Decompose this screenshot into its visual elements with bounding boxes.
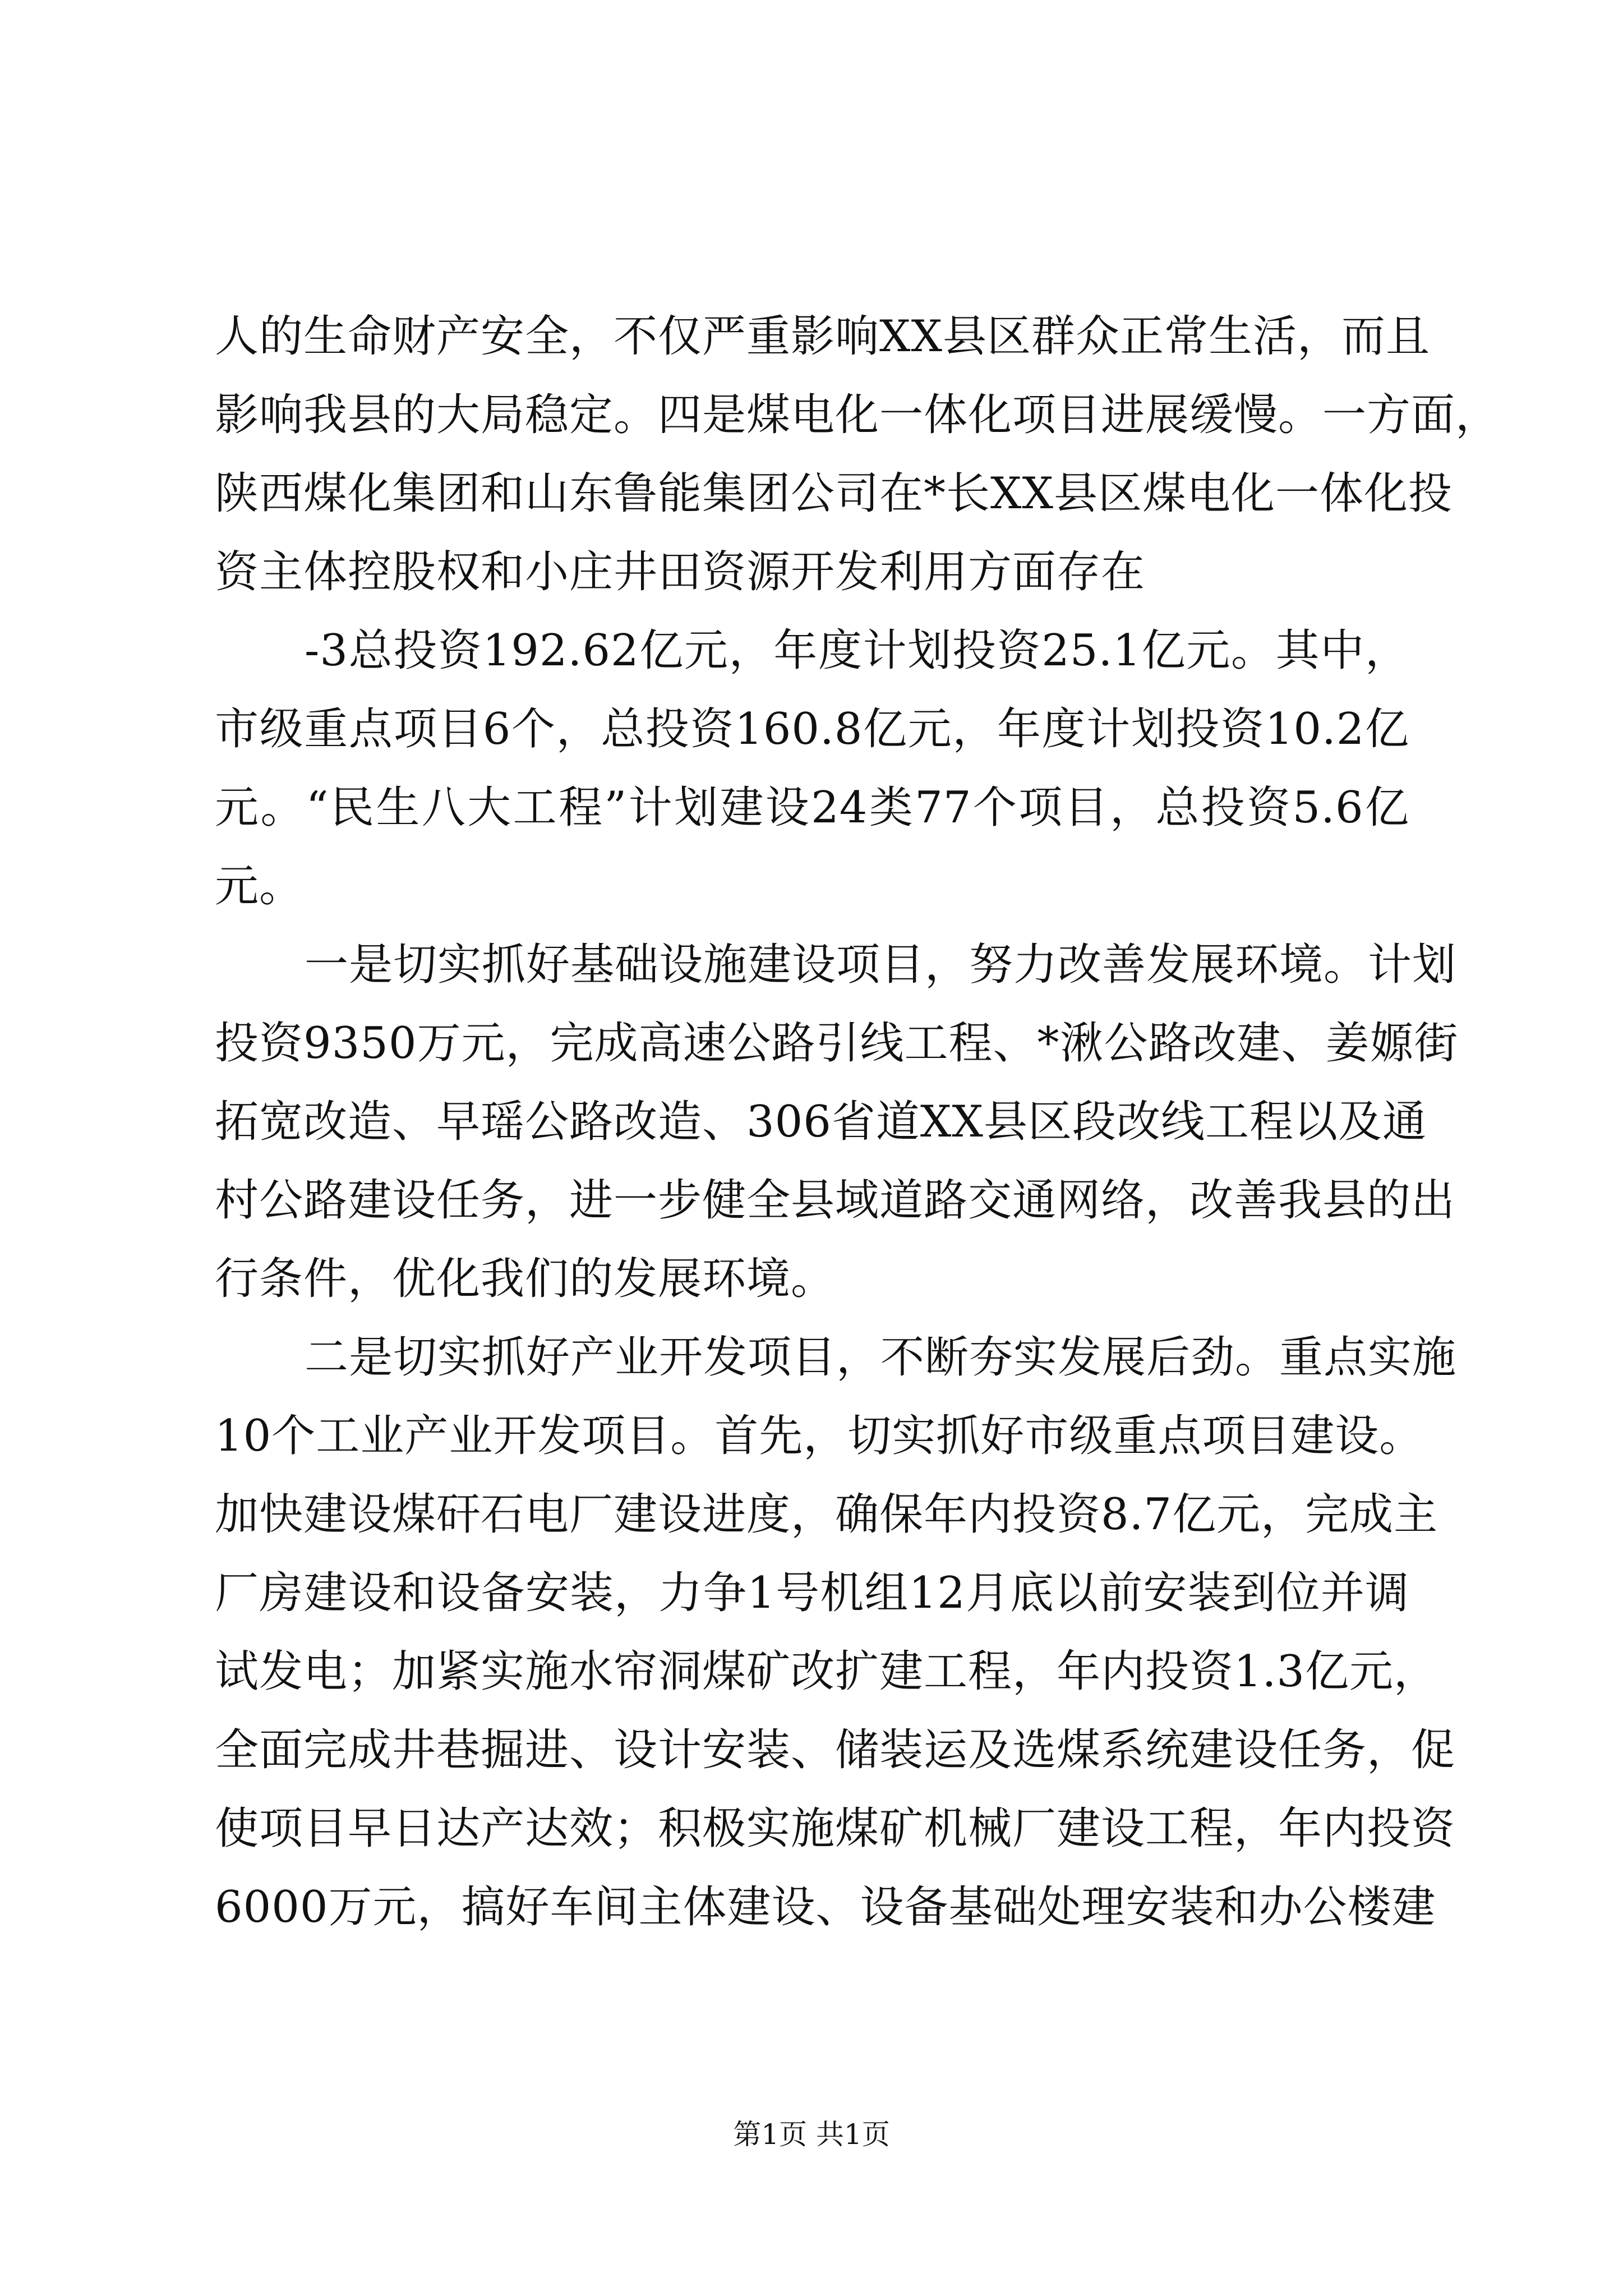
text-line: 元。	[215, 861, 304, 912]
text-line: 试发电；加紧实施水帘洞煤矿改扩建工程，年内投资1.3亿元，	[215, 1646, 1438, 1697]
text-line: 厂房建设和设备安装，力争1号机组12月底以前安装到位并调	[215, 1568, 1409, 1618]
text-line: 拓宽改造、早瑶公路改造、306省道XX县区段改线工程以及通	[215, 1097, 1427, 1147]
text-line: 陕西煤化集团和山东鲁能集团公司在*长XX县区煤电化一体化投	[215, 468, 1453, 519]
text-line: 10个工业产业开发项目。首先，切实抓好市级重点项目建设。	[215, 1411, 1424, 1461]
text-line: 投资9350万元，完成高速公路引线工程、*湫公路改建、姜嫄街	[215, 1018, 1459, 1069]
document-body	[215, 297, 1500, 1947]
text-line: 元。“民生八大工程”计划建设24类77个项目，总投资5.6亿	[215, 783, 1409, 833]
text-line: 资主体控股权和小庄井田资源开发利用方面存在	[215, 547, 1146, 597]
text-line: 加快建设煤矸石电厂建设进度，确保年内投资8.7亿元，完成主	[215, 1489, 1438, 1540]
text-line: 行条件，优化我们的发展环境。	[215, 1254, 836, 1304]
text-line: 全面完成井巷掘进、设计安装、储装运及选煤系统建设任务，促	[215, 1725, 1456, 1775]
text-line: 市级重点项目6个，总投资160.8亿元，年度计划投资10.2亿	[215, 704, 1409, 754]
page-footer: 第1页 共1页	[733, 2118, 890, 2151]
text-line: 影响我县的大局稳定。四是煤电化一体化项目进展缓慢。一方面，	[215, 390, 1500, 440]
text-line: 二是切实抓好产业开发项目，不断夯实发展后劲。重点实施	[305, 1332, 1457, 1383]
text-line: 6000万元，搞好车间主体建设、设备基础处理安装和办公楼建	[215, 1882, 1436, 1932]
text-line: 使项目早日达产达效；积极实施煤矿机械厂建设工程，年内投资	[215, 1803, 1456, 1854]
text-line: 一是切实抓好基础设施建设项目，努力改善发展环境。计划	[305, 940, 1457, 990]
text-line: 人的生命财产安全，不仅严重影响XX县区群众正常生活，而且	[215, 311, 1431, 362]
text-line: 村公路建设任务，进一步健全县域道路交通网络，改善我县的出	[215, 1175, 1456, 1226]
text-line: -3总投资192.62亿元，年度计划投资25.1亿元。其中，	[305, 625, 1409, 676]
